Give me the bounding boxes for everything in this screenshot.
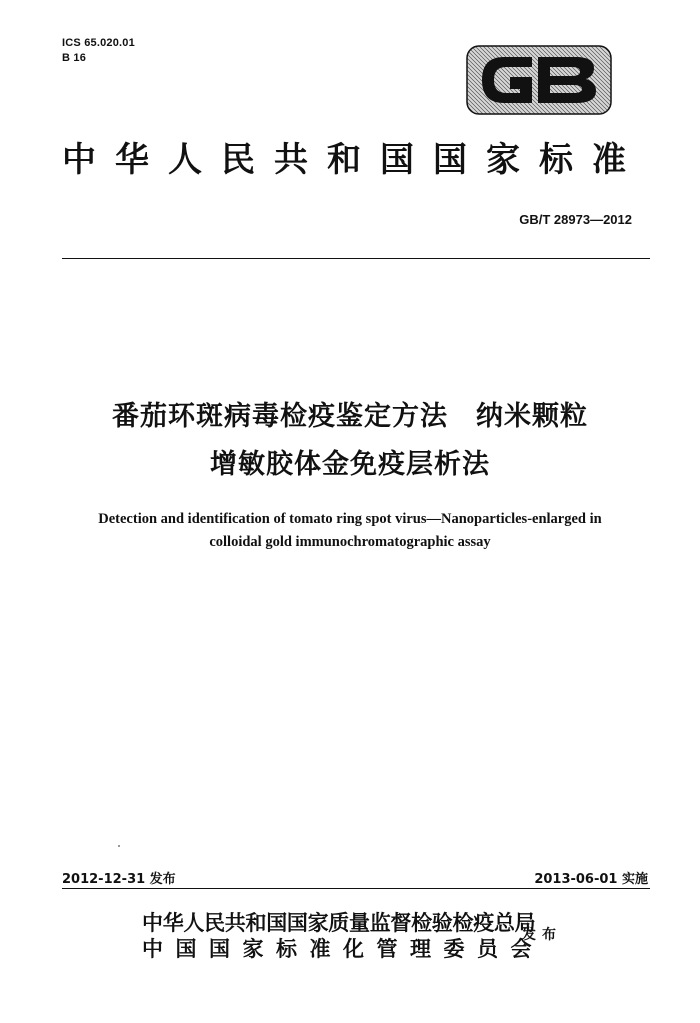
english-title-line2: colloidal gold immunochromatographic assay <box>209 534 491 550</box>
standard-number: GB/T 28973—2012 <box>519 212 632 227</box>
implementation-date: 2013-06-01 实施 <box>534 872 648 887</box>
issuer-sac-text: 中国国家标准化管理委员会 <box>142 936 544 961</box>
issuer-aqsiq: 中华人民共和国国家质量监督检验检疫总局 <box>142 910 536 935</box>
issue-date: 2012-12-31 发布 <box>62 872 176 887</box>
national-standard-title <box>62 140 650 180</box>
issuer-sac <box>142 936 544 962</box>
header-divider <box>62 258 650 259</box>
chinese-title-line2: 增敏胶体金免疫层析法 <box>210 449 490 480</box>
english-title-line1: Detection and identification of tomato ring spot virus—Nanoparticles-enlarged in <box>98 511 602 527</box>
ics-code: ICS 65.020.01 <box>62 37 135 49</box>
publish-label: 发布 <box>522 927 562 943</box>
gb-logo <box>466 45 612 115</box>
classification-codes <box>62 36 135 66</box>
footer-divider <box>62 888 650 889</box>
speck <box>118 845 120 847</box>
national-standard-text: 中华人民共和国国家标准 <box>62 140 645 180</box>
chinese-title-line1: 番茄环斑病毒检疫鉴定方法 纳米颗粒 <box>112 401 588 432</box>
ccs-code: B 16 <box>62 52 87 64</box>
